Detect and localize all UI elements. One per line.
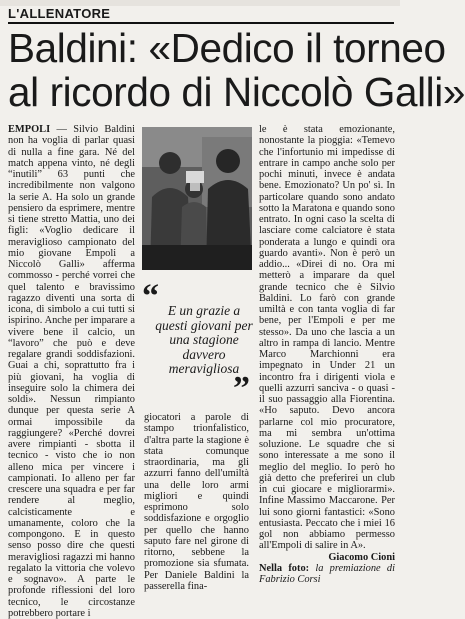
article-column-3 bbox=[259, 124, 395, 585]
column-2-text: giocatori a parole di stampo trionfalistico, d'altra parte la stagione è stata comunque straordinaria, ma gli azzurri fanno dell'umiltà una delle loro armi migliori e quindi esprimono solo soddisfazione e orgoglio per quello che hanno saputo fare nel girone di ritorno, sebbene la promozione sia sfumata. Per Daniele Baldini la passerella fina- bbox=[144, 412, 249, 592]
photo-caption-label: Nella foto: bbox=[259, 562, 310, 574]
photo-caption bbox=[259, 563, 395, 586]
pull-quote bbox=[142, 276, 254, 408]
close-quote-icon: ” bbox=[233, 370, 250, 407]
photo-caption-text: la premiazione di Fabrizio Corsi bbox=[259, 562, 395, 585]
author-signature: Giacomo Cioni bbox=[328, 551, 395, 563]
pull-quote-text: E un grazie a questi giovani per una stagione davvero meravigliosa bbox=[155, 303, 253, 376]
award-photo bbox=[142, 127, 252, 270]
headline-line-2: al ricordo di Niccolò Galli» bbox=[8, 69, 465, 115]
article-column-2 bbox=[144, 412, 249, 592]
open-quote-icon: “ bbox=[142, 278, 159, 315]
column-3-text: le è stata emozionante, nonostante la pioggia: «Temevo che l'infortunio mi impedisse di entrare in campo anche solo per pochi minuti, invece è andata bene. Emozionato? Un po' sì. In particolare quando sono andato sotto la Maratona e quando sono entrato. In ogni caso la scelta di lasciare come calciatore è stata ponderata a lungo e quindi ora guardo avanti». Non è però un addio... «Direi di no. Ora mi metterò a imparare da quel grande tecnico che è Silvio Baldini. Lo farò con grande umiltà e con tanta voglia di far bene, per l'Empoli e per me stesso». Da uno che lascia a un altro in rampa di lancio. Mentre Marco Marchionni era impegnato in Under 21 un incontro fra i dirigenti viola e quelli azzurri sanciva - o quasi - il suo passaggio alla Fiorentina. «Ho saputo. Devo ancora parlarne col mio procuratore, ma mi sembra un'ottima soluzione. Le squadre che si sono interessate a me sono il meglio del meglio. Io però ho già detto che preferirei un club in cui giocare e migliorarmi». Infine Massimo Maccarone. Per lui sono giorni fantastici: «Sono entusiasta. Peccato che i miei 16 gol non abbiamo permesso all'Empoli di salire in A». bbox=[259, 124, 395, 552]
headline-line-1: Baldini: «Dedico il torneo bbox=[8, 25, 446, 71]
section-label: L'ALLENATORE bbox=[8, 6, 111, 21]
dateline: EMPOLI bbox=[8, 124, 51, 135]
article-column-1 bbox=[8, 124, 135, 619]
photo-image bbox=[142, 127, 252, 270]
column-1-text: — Silvio Baldini non ha voglia di parlar quasi di nulla a fine gara. Né del match appena vinto, né degli “inutili” 63 punti che incredibilmente non valgono la serie A. Ha solo un grande pensiero da esprimere, mentre si tiene stretto Mattia, uno dei figli: «Voglio dedicare il meraviglioso campionato del mio giovane Empoli a Niccolò Galli» afferma commosso - perché vorrei che quel talento e bravissimo ragazzo diventi una sorta di icona, di simbolo a cui tutti si ispirino. Anche per imparare a vivere bene il calcio, un “lavoro” che può e deve regalare grandi soddisfazioni. Guai a chi, soprattutto fra i più giovani, ha voglia di inseguire solo la chimera dei soldi». Nessun rimpianto dunque per questa serie A ormai impossibile da raggiungere? «Perché dovrei avere rimpianti - sbotta il tecnico - visto che io non alleno mica per vincere i campionati. Io alleno per far crescere una squadra e per far rendere al meglio, calcisticamente e umanamente, coloro che la compongono. E in questo senso posso dire che questi meravigliosi ragazzi mi hanno regalato la vittoria che volevo e sognavo». A parte le profonde riflessioni del loro tecnico, le circostanze potrebbero portare i bbox=[8, 124, 135, 619]
header-rule bbox=[8, 22, 394, 24]
headline bbox=[8, 25, 465, 115]
